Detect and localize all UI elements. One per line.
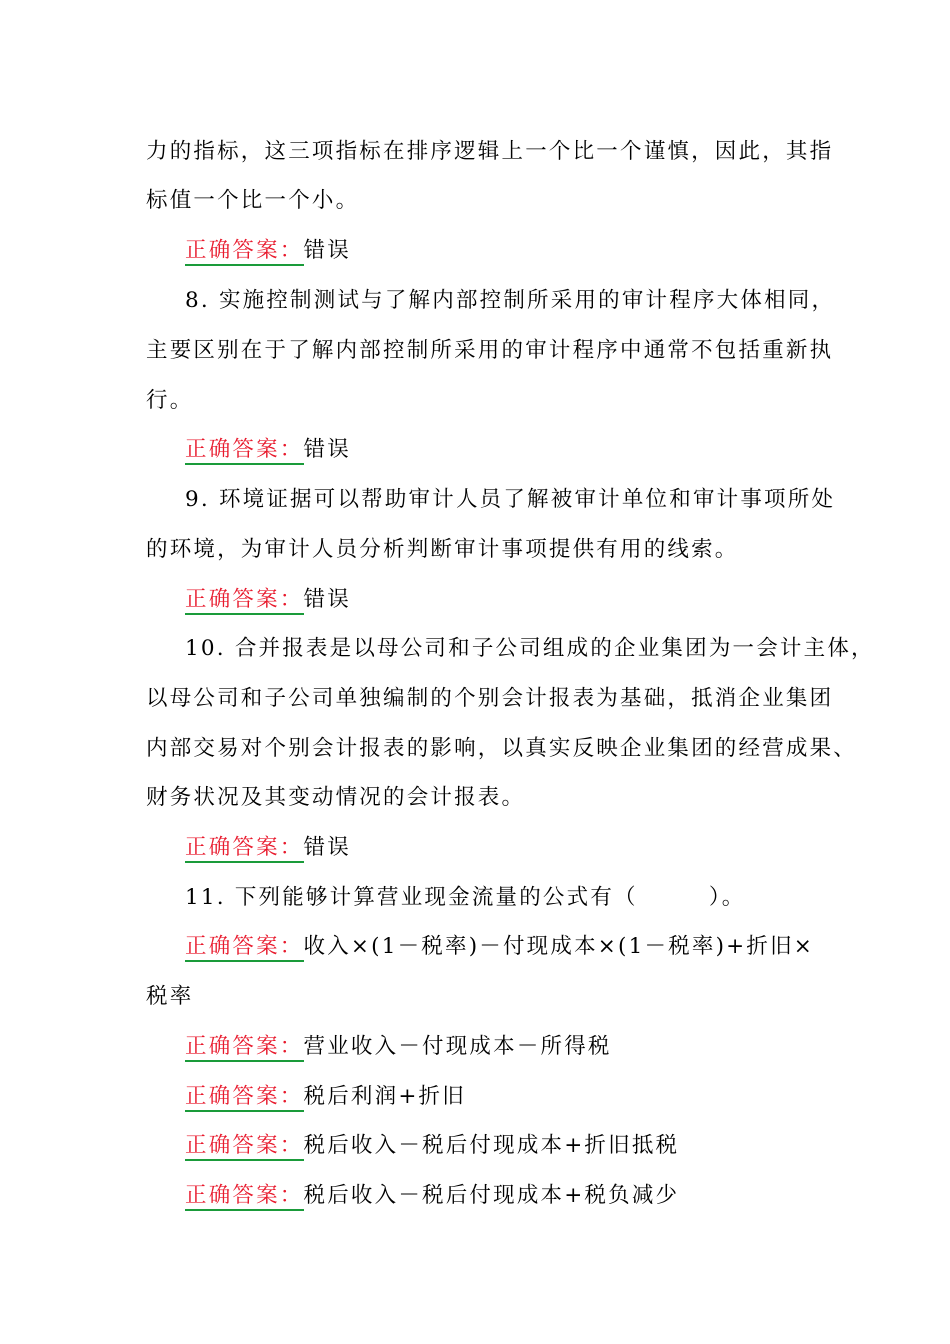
question-text-line: 的环境，为审计人员分析判断审计事项提供有用的线索。 bbox=[146, 537, 739, 562]
answer-line bbox=[185, 1131, 679, 1161]
answer-value: 营业收入－付现成本－所得税 bbox=[303, 1034, 612, 1059]
answer-line bbox=[185, 1082, 466, 1112]
answer-label: 正确答案： bbox=[185, 238, 304, 266]
question-text-line: 以母公司和子公司单独编制的个别会计报表为基础，抵消企业集团 bbox=[146, 686, 834, 711]
question-text-line: 10. 合并报表是以母公司和子公司组成的企业集团为一会计主体， bbox=[185, 636, 875, 661]
answer-line bbox=[185, 932, 814, 962]
answer-value: 税后收入－税后付现成本+折旧抵税 bbox=[303, 1133, 680, 1158]
answer-value: 税后收入－税后付现成本+税负减少 bbox=[303, 1183, 680, 1208]
answer-label: 正确答案： bbox=[185, 1084, 304, 1112]
answer-label: 正确答案： bbox=[185, 587, 304, 615]
answer-value: 收入×(1－税率)－付现成本×(1－税率)+折旧× bbox=[303, 934, 814, 959]
question-text-line: 8. 实施控制测试与了解内部控制所采用的审计程序大体相同， bbox=[185, 288, 836, 313]
answer-label: 正确答案： bbox=[185, 1133, 304, 1161]
answer-label: 正确答案： bbox=[185, 437, 304, 465]
answer-line bbox=[185, 236, 351, 266]
answer-continuation-line: 税率 bbox=[146, 984, 194, 1009]
question-text-line: 9. 环境证据可以帮助审计人员了解被审计单位和审计事项所处 bbox=[185, 487, 836, 512]
answer-line bbox=[185, 833, 351, 863]
question-text-line: 行。 bbox=[146, 388, 194, 413]
answer-value: 错误 bbox=[303, 835, 351, 860]
answer-label: 正确答案： bbox=[185, 934, 304, 962]
answer-line bbox=[185, 1032, 612, 1062]
question-text-line: 内部交易对个别会计报表的影响，以真实反映企业集团的经营成果、 bbox=[146, 736, 858, 761]
answer-label: 正确答案： bbox=[185, 1183, 304, 1211]
answer-value: 错误 bbox=[303, 587, 351, 612]
question-text-line: 标值一个比一个小。 bbox=[146, 188, 360, 213]
question-text-line: 力的指标，这三项指标在排序逻辑上一个比一个谨慎，因此，其指 bbox=[146, 139, 834, 164]
answer-value: 税后利润+折旧 bbox=[303, 1084, 466, 1109]
answer-line bbox=[185, 585, 351, 615]
answer-value: 错误 bbox=[303, 238, 351, 263]
answer-line bbox=[185, 435, 351, 465]
question-text-line: 11. 下列能够计算营业现金流量的公式有（ ）。 bbox=[185, 885, 746, 910]
answer-line bbox=[185, 1181, 679, 1211]
answer-value: 错误 bbox=[303, 437, 351, 462]
question-text-line: 主要区别在于了解内部控制所采用的审计程序中通常不包括重新执 bbox=[146, 338, 834, 363]
answer-label: 正确答案： bbox=[185, 835, 304, 863]
question-text-line: 财务状况及其变动情况的会计报表。 bbox=[146, 785, 526, 810]
answer-label: 正确答案： bbox=[185, 1034, 304, 1062]
